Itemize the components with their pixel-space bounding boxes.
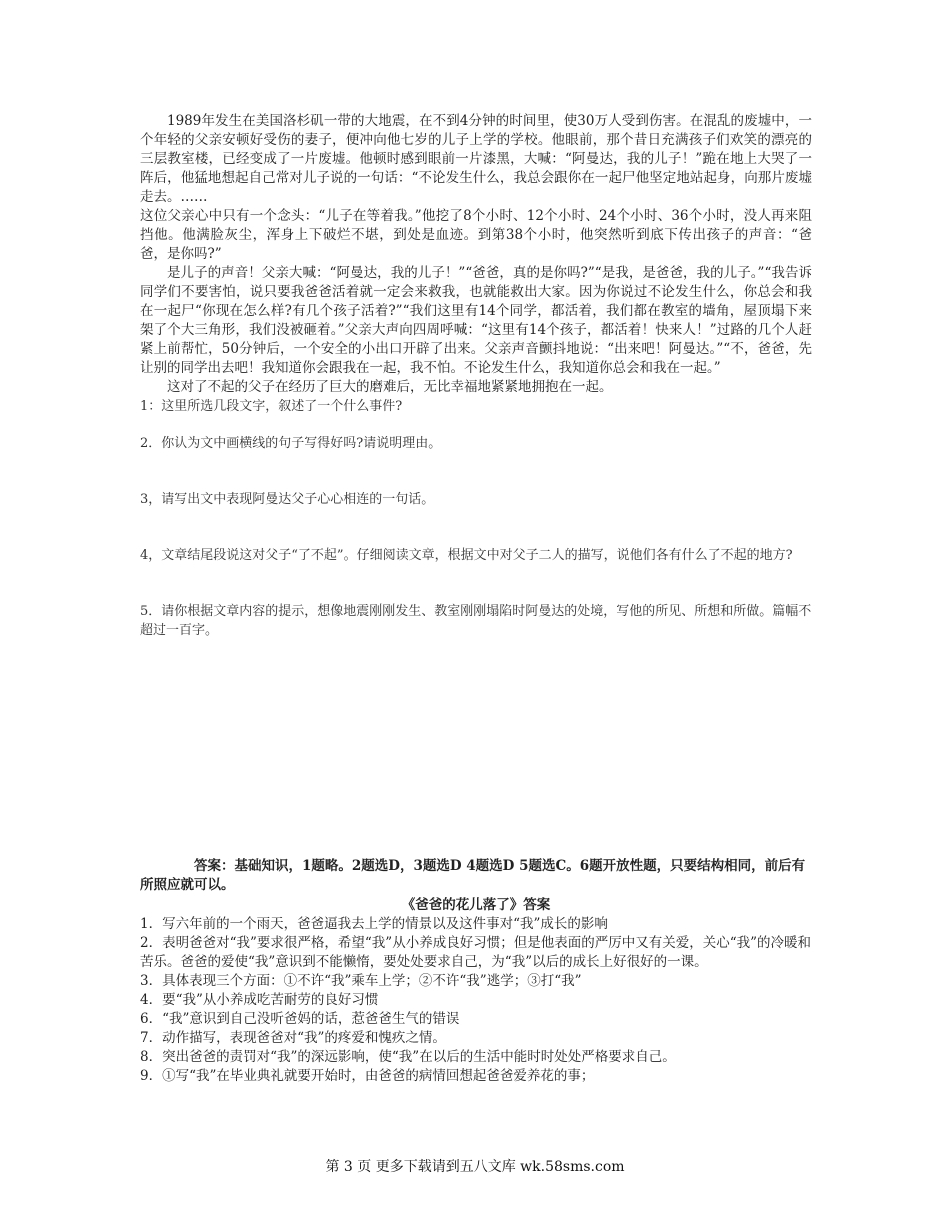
passage-paragraph-2: 这位父亲心中只有一个念头：“儿子在等着我。”他挖了8个小时、12个小时、24个小时、36个小时，没人再来阻挡他。他满脸灰尘，浑身上下破烂不堪，到处是血迹。到第38个小时，他突然听到底下传出孩子的声音：“爸爸，是你吗?”: [140, 208, 812, 262]
question-3: 3，请写出文中表现阿曼达父子心心相连的一句话。: [140, 492, 435, 507]
question-list: [140, 397, 812, 640]
passage-paragraph-4: 这对了不起的父子在经历了巨大的磨难后，无比幸福地紧紧地拥抱在一起。: [167, 379, 613, 395]
page-footer: 第 3 页 更多下载请到五八文库 wk.58sms.com: [325, 1159, 625, 1175]
passage-section: [140, 112, 812, 640]
answer-item: 2．表明爸爸对“我”要求很严格，希望“我”从小养成良好习惯；但是他表面的严厉中又有关爱，关心“我”的冷暖和苦乐。爸爸的爱使“我”意识到不能懒惰，要处处要求自己，为“我”以后的成长上好很好的一课。: [140, 935, 811, 970]
answer-item: 7．动作描写，表现爸爸对“我”的疼爱和愧疚之情。: [140, 1030, 446, 1046]
answer-item: 6．“我”意识到自己没听爸妈的话，惹爸爸生气的错误: [140, 1011, 460, 1027]
passage-paragraph-1: 1989年发生在美国洛杉矶一带的大地震，在不到4分钟的时间里，使30万人受到伤害。在混乱的废墟中，一个年轻的父亲安顿好受伤的妻子，便冲向他七岁的儿子上学的学校。他眼前，那个昔日充满孩子们欢笑的漂亮的三层教室楼，已经变成了一片废墟。他顿时感到眼前一片漆黑，大喊：“阿曼达，我的儿子！”跪在地上大哭了一阵后，他猛地想起自己常对儿子说的一句话：“不论发生什么，我总会跟你在一起尸他坚定地站起身，向那片废墟走去。……: [140, 113, 812, 205]
answer-section-title: 《爸爸的花儿落了》答案: [401, 897, 551, 913]
answer-heading: 答案：基础知识，1题略。2题选D，3题选D 4题选D 5题选C。6题开放性题，只要结构相同，前后有所照应就可以。: [140, 858, 806, 893]
question-4: 4，文章结尾段说这对父子“了不起”。仔细阅读文章，根据文中对父子二人的描写，说他们各有什么了不起的地方?: [140, 548, 793, 563]
answer-section: [140, 857, 812, 1086]
answer-item: 1．写六年前的一个雨天，爸爸逼我去上学的情景以及这件事对“我”成长的影响: [140, 916, 608, 932]
answer-item: 8．突出爸爸的责罚对“我”的深远影响，使“我”在以后的生活中能时时处处严格要求自己。: [140, 1049, 676, 1065]
question-2: 2．你认为文中画横线的句子写得好吗?请说明理由。: [140, 436, 442, 451]
answer-item: 3．具体表现三个方面：①不许“我”乘车上学；②不许“我”逃学；③打“我”: [140, 973, 582, 989]
question-1: 1：这里所选几段文字，叙述了一个什么事件?: [140, 399, 403, 414]
question-5: 5．请你根据文章内容的提示，想像地震刚刚发生、教室刚刚塌陷时阿曼达的处境，写他的所见、所想和所做。篇幅不超过一百字。: [140, 604, 812, 638]
answer-item: 4．要“我”从小养成吃苦耐劳的良好习惯: [140, 992, 379, 1008]
answer-item: 9．①写“我”在毕业典礼就要开始时，由爸爸的病情回想起爸爸爱养花的事；: [140, 1068, 595, 1084]
passage-paragraph-3: 是儿子的声音！父亲大喊：“阿曼达，我的儿子！”“爸爸，真的是你吗?”“是我，是爸爸，我的儿子。”“我告诉同学们不要害怕，说只要我爸爸活着就一定会来救我，也就能救出大家。因为你说过不论发生什么，你总会和我在一起尸“你现在怎么样?有几个孩子活着?”“我们这里有14个同学，都活着，我们都在教室的墙角，屋顶塌下来架了个大三角形，我们没被砸着。”父亲大声向四周呼喊：“这里有14个孩子，都活着！快来人！”过路的几个人赶紧上前帮忙，50分钟后，一个安全的小出口开辟了出来。父亲声音颤抖地说：“出来吧！阿曼达。”“不，爸爸，先让别的同学出去吧！我知道你会跟我在一起，我不怕。不论发生什么，我知道你总会和我在一起。”: [140, 265, 812, 376]
